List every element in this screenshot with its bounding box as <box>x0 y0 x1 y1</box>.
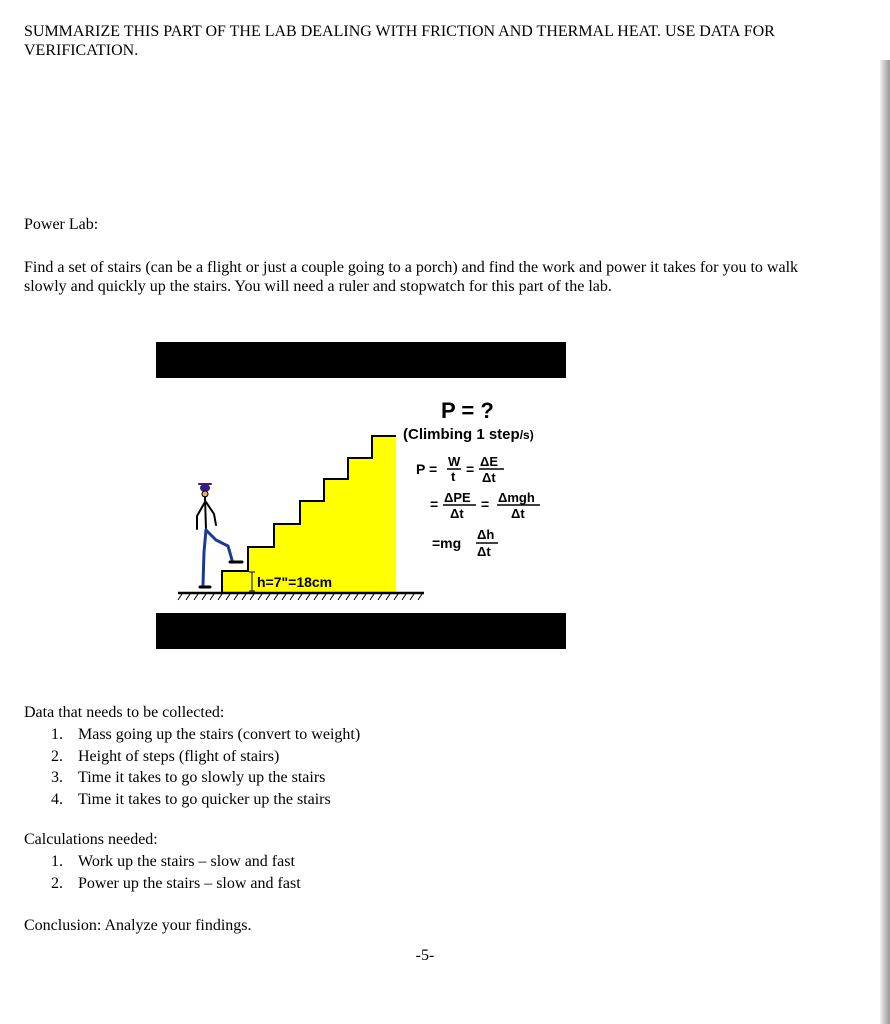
conclusion-text: Conclusion: Analyze your findings. <box>24 917 252 934</box>
eq1-eq: = <box>466 461 475 477</box>
page-edge-top <box>862 0 890 60</box>
eq3-dh: Δh <box>477 527 495 542</box>
calculations-list <box>24 851 301 894</box>
eq1-p: P = <box>416 461 438 477</box>
eq2-eq2: = <box>481 496 490 512</box>
list-item: 2. Power up the stairs – slow and fast <box>51 874 301 892</box>
eq1-dt: Δt <box>482 470 496 485</box>
eq2-dt2: Δt <box>511 506 525 521</box>
equation-row-3 <box>432 527 498 559</box>
list-item: 3. Time it takes to go slowly up the stairs <box>51 769 326 786</box>
list-item: 4. Time it takes to go quicker up the stairs <box>51 790 331 808</box>
eq2-eq: = <box>430 496 439 512</box>
eq1-de: ΔE <box>480 454 499 469</box>
eq1-t: t <box>451 469 456 484</box>
equation-row-1 <box>416 454 504 485</box>
eq2-mgh: Δmgh <box>498 490 535 505</box>
data-list <box>24 724 360 810</box>
equation-row-2 <box>430 490 540 521</box>
eq2-dt: Δt <box>450 506 464 521</box>
eq2-dpe: ΔPE <box>444 490 471 505</box>
ground-hatching <box>178 594 422 600</box>
stairs-illustration <box>156 342 566 649</box>
list-item: 1. Work up the stairs – slow and fast <box>51 853 295 870</box>
page-edge-shadow <box>880 0 890 1024</box>
eq3-eq: =mg <box>432 535 462 551</box>
eq3-dt: Δt <box>477 544 491 559</box>
list-item: 1. Mass going up the stairs (convert to weight) <box>51 726 361 743</box>
step-height-label: h=7"=18cm <box>257 574 333 590</box>
eq1-w: W <box>448 454 461 469</box>
stairs-power-figure <box>156 342 566 649</box>
page-heading: SUMMARIZE THIS PART OF THE LAB DEALING WITH FRICTION AND THERMAL HEAT. USE DATA FOR VERIFICATION. <box>24 23 775 59</box>
power-question: P = ? <box>441 398 494 423</box>
section-title-power-lab: Power Lab: <box>24 216 99 233</box>
calculations-heading: Calculations needed: <box>24 831 158 848</box>
data-heading: Data that needs to be collected: <box>24 704 225 721</box>
page-number: -5- <box>415 947 435 964</box>
climbing-label: (Climbing 1 step/s) <box>403 426 534 443</box>
list-item: 2. Height of steps (flight of stairs) <box>51 747 280 765</box>
instructions-paragraph: Find a set of stairs (can be a flight or just a couple going to a porch) and find the work and power it takes for you to walk slowly and quickly up the stairs. You will need a ruler and stopwatch for this part of the lab. <box>24 259 799 295</box>
